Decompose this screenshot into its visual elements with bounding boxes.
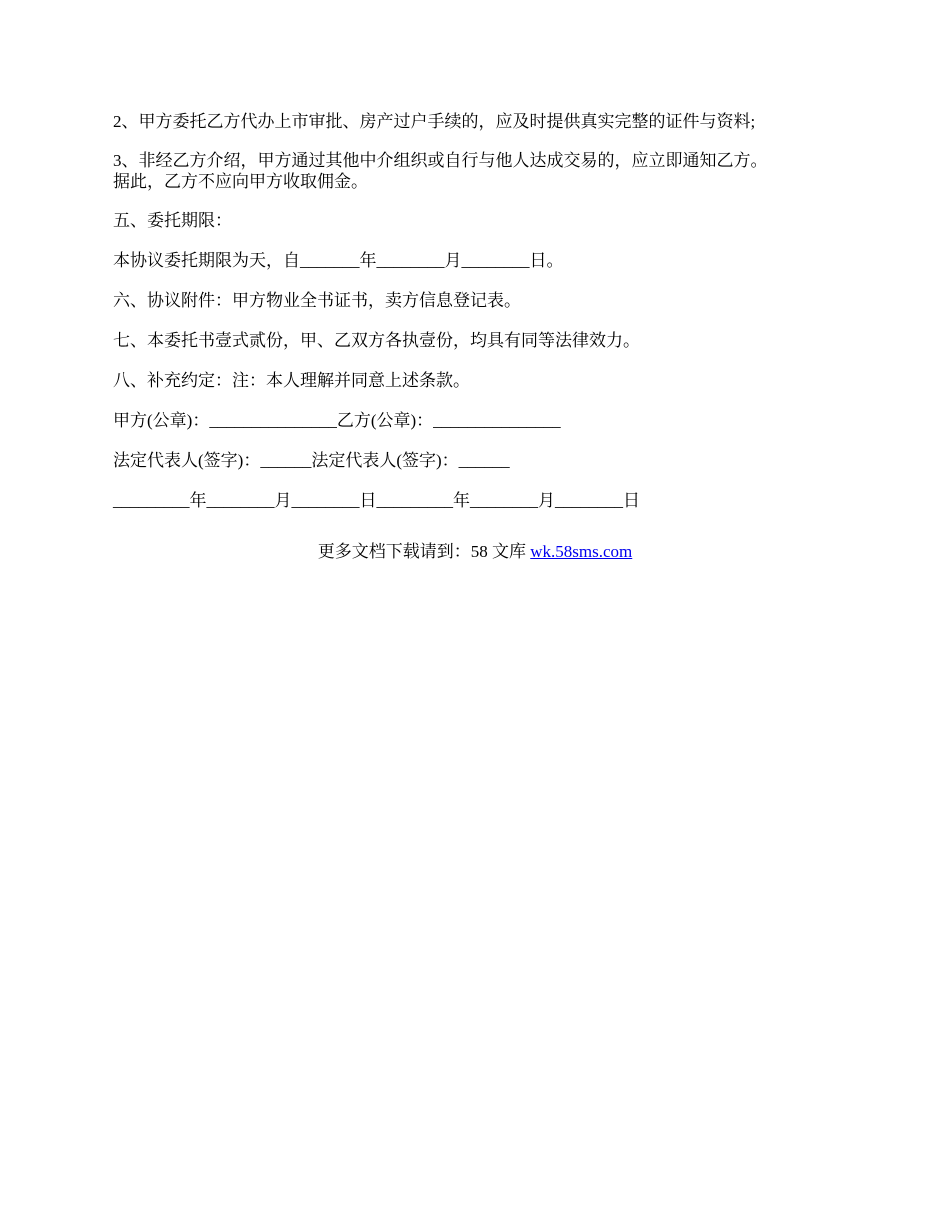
signature-dates: _________年________月________日_________年________月________日 (113, 491, 640, 510)
section-7-copies: 七、本委托书壹式贰份，甲、乙双方各执壹份，均具有同等法律效力。 (113, 331, 640, 350)
section-8-supplement: 八、补充约定：注：本人理解并同意上述条款。 (113, 371, 470, 390)
clause-3-line-1: 3、非经乙方介绍，甲方通过其他中介组织或自行与他人达成交易的，应立即通知乙方。 (113, 151, 768, 170)
section-6-attachments: 六、协议附件：甲方物业全书证书，卖方信息登记表。 (113, 291, 521, 310)
term-period: 本协议委托期限为天，自_______年________月________日。 (113, 251, 564, 270)
footer-link[interactable]: wk.58sms.com (530, 542, 633, 561)
section-5-heading: 五、委托期限： (113, 211, 232, 230)
download-footer (0, 540, 950, 564)
clause-2: 2、甲方委托乙方代办上市审批、房产过户手续的，应及时提供真实完整的证件与资料; (113, 112, 756, 131)
clause-3 (113, 150, 833, 192)
document-body (113, 110, 833, 529)
footer-prefix: 更多文档下载请到：58 文库 (317, 542, 531, 561)
party-seals: 甲方(公章)：_______________乙方(公章)：_______________ (113, 411, 561, 430)
clause-3-line-2: 据此，乙方不应向甲方收取佣金。 (113, 172, 368, 191)
legal-representatives: 法定代表人(签字)：______法定代表人(签字)：______ (113, 451, 510, 470)
